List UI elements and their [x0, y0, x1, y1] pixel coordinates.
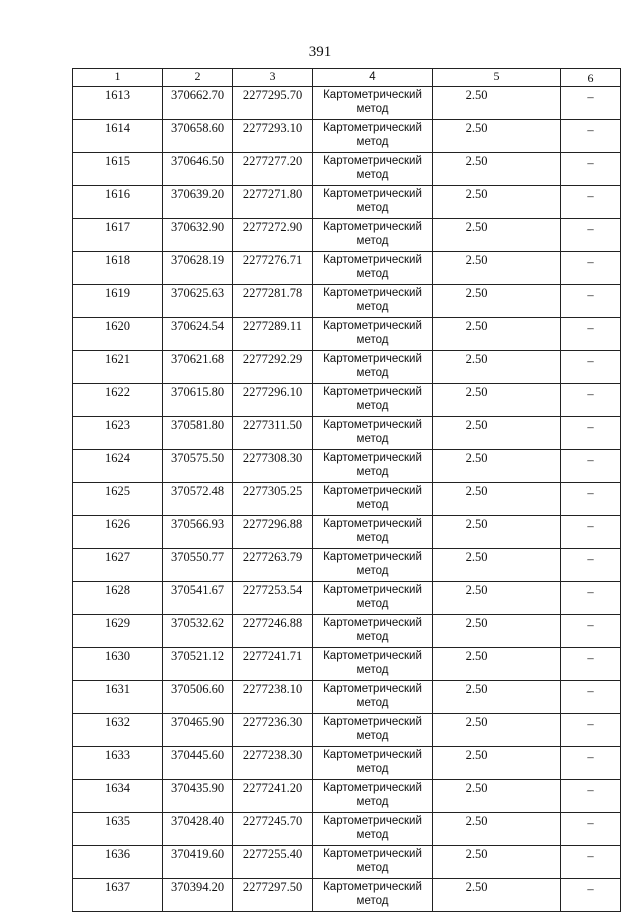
- note-cell: –: [561, 417, 621, 450]
- note-cell: –: [561, 813, 621, 846]
- point-number-cell: 1631: [73, 681, 163, 714]
- method-cell: Картометрический метод: [313, 87, 433, 120]
- point-number-cell: 1622: [73, 384, 163, 417]
- table-row: [73, 813, 621, 846]
- x-coordinate-cell: 370632.90: [163, 219, 233, 252]
- method-cell: Картометрический метод: [313, 681, 433, 714]
- y-coordinate-cell: 2277305.25: [233, 483, 313, 516]
- point-number-cell: 1635: [73, 813, 163, 846]
- accuracy-cell: [433, 153, 561, 186]
- accuracy-value: 2.50: [465, 814, 488, 828]
- x-coordinate-cell: 370581.80: [163, 417, 233, 450]
- y-coordinate-cell: 2277253.54: [233, 582, 313, 615]
- note-cell: –: [561, 780, 621, 813]
- method-cell: Картометрический метод: [313, 813, 433, 846]
- accuracy-cell: [433, 417, 561, 450]
- accuracy-value: 2.50: [465, 550, 488, 564]
- method-cell: Картометрический метод: [313, 516, 433, 549]
- point-number-cell: 1623: [73, 417, 163, 450]
- note-cell: –: [561, 186, 621, 219]
- accuracy-value: 2.50: [465, 451, 488, 465]
- y-coordinate-cell: 2277245.70: [233, 813, 313, 846]
- point-number-cell: 1627: [73, 549, 163, 582]
- method-cell: Картометрический метод: [313, 648, 433, 681]
- column-header-2: 2: [163, 69, 233, 87]
- method-cell: Картометрический метод: [313, 384, 433, 417]
- accuracy-cell: [433, 483, 561, 516]
- accuracy-value: 2.50: [465, 748, 488, 762]
- y-coordinate-cell: 2277238.10: [233, 681, 313, 714]
- table-row: [73, 417, 621, 450]
- column-header-5: 5: [433, 69, 561, 87]
- method-cell: Картометрический метод: [313, 186, 433, 219]
- point-number-cell: 1628: [73, 582, 163, 615]
- y-coordinate-cell: 2277272.90: [233, 219, 313, 252]
- table-row: [73, 714, 621, 747]
- accuracy-value: 2.50: [465, 418, 488, 432]
- point-number-cell: 1620: [73, 318, 163, 351]
- x-coordinate-cell: 370506.60: [163, 681, 233, 714]
- method-cell: Картометрический метод: [313, 582, 433, 615]
- accuracy-value: 2.50: [465, 847, 488, 861]
- x-coordinate-cell: 370624.54: [163, 318, 233, 351]
- y-coordinate-cell: 2277297.50: [233, 879, 313, 912]
- y-coordinate-cell: 2277296.10: [233, 384, 313, 417]
- x-coordinate-cell: 370541.67: [163, 582, 233, 615]
- point-number-cell: 1614: [73, 120, 163, 153]
- accuracy-value: 2.50: [465, 121, 488, 135]
- y-coordinate-cell: 2277246.88: [233, 615, 313, 648]
- accuracy-cell: [433, 318, 561, 351]
- accuracy-value: 2.50: [465, 781, 488, 795]
- note-cell: –: [561, 153, 621, 186]
- y-coordinate-cell: 2277255.40: [233, 846, 313, 879]
- y-coordinate-cell: 2277277.20: [233, 153, 313, 186]
- x-coordinate-cell: 370465.90: [163, 714, 233, 747]
- page-number: 391: [308, 44, 332, 60]
- accuracy-value: 2.50: [465, 682, 488, 696]
- accuracy-value: 2.50: [465, 220, 488, 234]
- y-coordinate-cell: 2277271.80: [233, 186, 313, 219]
- method-cell: Картометрический метод: [313, 615, 433, 648]
- point-number-cell: 1632: [73, 714, 163, 747]
- x-coordinate-cell: 370394.20: [163, 879, 233, 912]
- x-coordinate-cell: 370639.20: [163, 186, 233, 219]
- note-cell: –: [561, 879, 621, 912]
- note-cell: –: [561, 384, 621, 417]
- note-cell: –: [561, 516, 621, 549]
- accuracy-cell: [433, 450, 561, 483]
- method-cell: Картометрический метод: [313, 879, 433, 912]
- table-row: [73, 450, 621, 483]
- table-row: [73, 219, 621, 252]
- x-coordinate-cell: 370615.80: [163, 384, 233, 417]
- table-row: [73, 516, 621, 549]
- method-cell: Картометрический метод: [313, 318, 433, 351]
- column-header-4: 4: [313, 69, 433, 87]
- point-number-cell: 1621: [73, 351, 163, 384]
- accuracy-cell: [433, 285, 561, 318]
- table-row: [73, 879, 621, 912]
- y-coordinate-cell: 2277276.71: [233, 252, 313, 285]
- accuracy-value: 2.50: [465, 352, 488, 366]
- note-cell: –: [561, 285, 621, 318]
- accuracy-value: 2.50: [465, 583, 488, 597]
- accuracy-value: 2.50: [465, 484, 488, 498]
- table-row: [73, 549, 621, 582]
- note-cell: –: [561, 615, 621, 648]
- accuracy-cell: [433, 516, 561, 549]
- accuracy-cell: [433, 351, 561, 384]
- point-number-cell: 1634: [73, 780, 163, 813]
- method-cell: Картометрический метод: [313, 714, 433, 747]
- note-cell: –: [561, 219, 621, 252]
- point-number-cell: 1617: [73, 219, 163, 252]
- y-coordinate-cell: 2277293.10: [233, 120, 313, 153]
- x-coordinate-cell: 370428.40: [163, 813, 233, 846]
- note-cell: –: [561, 87, 621, 120]
- point-number-cell: 1633: [73, 747, 163, 780]
- accuracy-value: 2.50: [465, 517, 488, 531]
- accuracy-cell: [433, 615, 561, 648]
- y-coordinate-cell: 2277292.29: [233, 351, 313, 384]
- x-coordinate-cell: 370550.77: [163, 549, 233, 582]
- y-coordinate-cell: 2277238.30: [233, 747, 313, 780]
- x-coordinate-cell: 370521.12: [163, 648, 233, 681]
- method-cell: Картометрический метод: [313, 483, 433, 516]
- y-coordinate-cell: 2277296.88: [233, 516, 313, 549]
- coordinates-table: [72, 68, 621, 912]
- note-cell: –: [561, 714, 621, 747]
- point-number-cell: 1625: [73, 483, 163, 516]
- x-coordinate-cell: 370575.50: [163, 450, 233, 483]
- method-cell: Картометрический метод: [313, 252, 433, 285]
- table-row: [73, 285, 621, 318]
- x-coordinate-cell: 370566.93: [163, 516, 233, 549]
- table-row: [73, 681, 621, 714]
- accuracy-cell: [433, 879, 561, 912]
- method-cell: Картометрический метод: [313, 153, 433, 186]
- y-coordinate-cell: 2277263.79: [233, 549, 313, 582]
- point-number-cell: 1629: [73, 615, 163, 648]
- note-cell: –: [561, 450, 621, 483]
- note-cell: –: [561, 483, 621, 516]
- method-cell: Картометрический метод: [313, 219, 433, 252]
- accuracy-value: 2.50: [465, 88, 488, 102]
- header-row: [73, 69, 621, 87]
- accuracy-cell: [433, 87, 561, 120]
- accuracy-cell: [433, 681, 561, 714]
- accuracy-cell: [433, 384, 561, 417]
- y-coordinate-cell: 2277311.50: [233, 417, 313, 450]
- method-cell: Картометрический метод: [313, 549, 433, 582]
- table-row: [73, 582, 621, 615]
- accuracy-cell: [433, 648, 561, 681]
- method-cell: Картометрический метод: [313, 450, 433, 483]
- accuracy-value: 2.50: [465, 880, 488, 894]
- accuracy-cell: [433, 780, 561, 813]
- accuracy-value: 2.50: [465, 187, 488, 201]
- column-header-6: 6: [561, 69, 621, 87]
- x-coordinate-cell: 370662.70: [163, 87, 233, 120]
- table-row: [73, 252, 621, 285]
- accuracy-cell: [433, 549, 561, 582]
- x-coordinate-cell: 370625.63: [163, 285, 233, 318]
- x-coordinate-cell: 370532.62: [163, 615, 233, 648]
- y-coordinate-cell: 2277295.70: [233, 87, 313, 120]
- x-coordinate-cell: 370628.19: [163, 252, 233, 285]
- column-header-1: 1: [73, 69, 163, 87]
- accuracy-cell: [433, 813, 561, 846]
- accuracy-cell: [433, 186, 561, 219]
- table-row: [73, 87, 621, 120]
- table-row: [73, 846, 621, 879]
- point-number-cell: 1615: [73, 153, 163, 186]
- accuracy-value: 2.50: [465, 385, 488, 399]
- note-cell: –: [561, 582, 621, 615]
- table-body: [73, 87, 621, 912]
- point-number-cell: 1624: [73, 450, 163, 483]
- accuracy-value: 2.50: [465, 253, 488, 267]
- x-coordinate-cell: 370658.60: [163, 120, 233, 153]
- method-cell: Картометрический метод: [313, 351, 433, 384]
- y-coordinate-cell: 2277241.71: [233, 648, 313, 681]
- table-row: [73, 153, 621, 186]
- accuracy-cell: [433, 120, 561, 153]
- x-coordinate-cell: 370572.48: [163, 483, 233, 516]
- method-cell: Картометрический метод: [313, 846, 433, 879]
- method-cell: Картометрический метод: [313, 417, 433, 450]
- note-cell: –: [561, 747, 621, 780]
- column-header-3: 3: [233, 69, 313, 87]
- x-coordinate-cell: 370621.68: [163, 351, 233, 384]
- point-number-cell: 1636: [73, 846, 163, 879]
- table-row: [73, 186, 621, 219]
- y-coordinate-cell: 2277236.30: [233, 714, 313, 747]
- accuracy-cell: [433, 846, 561, 879]
- method-cell: Картометрический метод: [313, 747, 433, 780]
- accuracy-value: 2.50: [465, 616, 488, 630]
- accuracy-value: 2.50: [465, 154, 488, 168]
- y-coordinate-cell: 2277308.30: [233, 450, 313, 483]
- x-coordinate-cell: 370646.50: [163, 153, 233, 186]
- point-number-cell: 1637: [73, 879, 163, 912]
- table-row: [73, 318, 621, 351]
- note-cell: –: [561, 120, 621, 153]
- point-number-cell: 1616: [73, 186, 163, 219]
- note-cell: –: [561, 252, 621, 285]
- point-number-cell: 1613: [73, 87, 163, 120]
- accuracy-value: 2.50: [465, 649, 488, 663]
- point-number-cell: 1618: [73, 252, 163, 285]
- table-header: [73, 69, 621, 87]
- method-cell: Картометрический метод: [313, 285, 433, 318]
- method-cell: Картометрический метод: [313, 120, 433, 153]
- note-cell: –: [561, 549, 621, 582]
- point-number-cell: 1626: [73, 516, 163, 549]
- table-row: [73, 384, 621, 417]
- point-number-cell: 1630: [73, 648, 163, 681]
- table-row: [73, 648, 621, 681]
- note-cell: –: [561, 318, 621, 351]
- table-row: [73, 780, 621, 813]
- table-row: [73, 351, 621, 384]
- accuracy-value: 2.50: [465, 319, 488, 333]
- method-cell: Картометрический метод: [313, 780, 433, 813]
- y-coordinate-cell: 2277289.11: [233, 318, 313, 351]
- x-coordinate-cell: 370419.60: [163, 846, 233, 879]
- table-row: [73, 483, 621, 516]
- note-cell: –: [561, 351, 621, 384]
- accuracy-value: 2.50: [465, 715, 488, 729]
- accuracy-cell: [433, 714, 561, 747]
- x-coordinate-cell: 370445.60: [163, 747, 233, 780]
- table-row: [73, 747, 621, 780]
- table-row: [73, 615, 621, 648]
- accuracy-cell: [433, 747, 561, 780]
- note-cell: –: [561, 648, 621, 681]
- x-coordinate-cell: 370435.90: [163, 780, 233, 813]
- table-row: [73, 120, 621, 153]
- accuracy-cell: [433, 252, 561, 285]
- y-coordinate-cell: 2277281.78: [233, 285, 313, 318]
- note-cell: –: [561, 681, 621, 714]
- y-coordinate-cell: 2277241.20: [233, 780, 313, 813]
- point-number-cell: 1619: [73, 285, 163, 318]
- note-cell: –: [561, 846, 621, 879]
- accuracy-cell: [433, 582, 561, 615]
- accuracy-cell: [433, 219, 561, 252]
- accuracy-value: 2.50: [465, 286, 488, 300]
